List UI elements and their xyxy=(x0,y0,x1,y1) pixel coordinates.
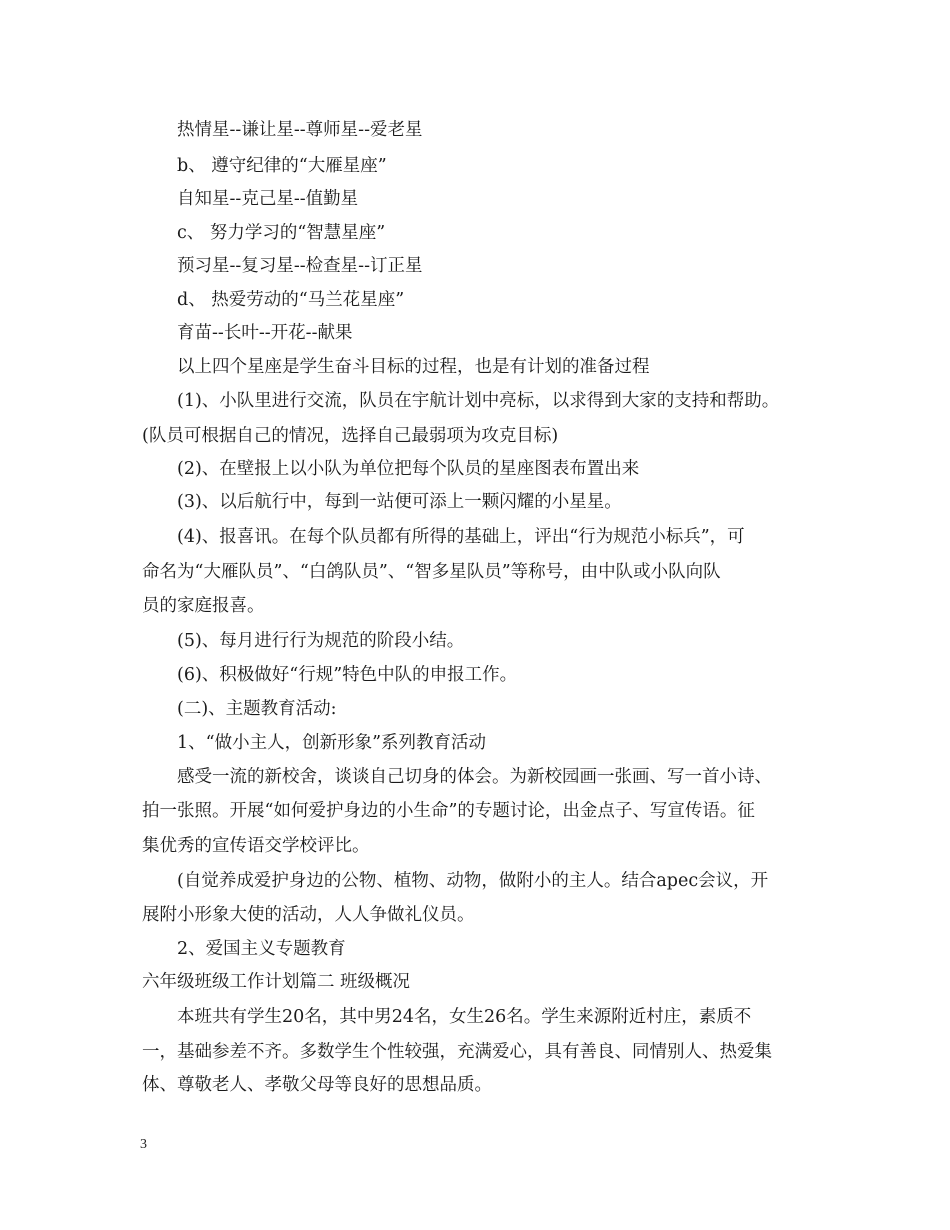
text-line: 预习星--复习星--检查星--订正星 xyxy=(177,256,423,276)
text-line: (3)、以后航行中，每到一站便可添上一颗闪耀的小星星。 xyxy=(177,492,622,512)
text-line: 本班共有学生20名，其中男24名，女生26名。学生来源附近村庄，素质不 xyxy=(177,1007,752,1027)
page-number: 3 xyxy=(140,1137,147,1152)
text-line: 1、“做小主人，创新形象”系列教育活动 xyxy=(177,733,487,753)
text-line: 以上四个星座是学生奋斗目标的过程，也是有计划的准备过程 xyxy=(177,357,650,377)
text-line: (5)、每月进行行为规范的阶段小结。 xyxy=(177,631,465,651)
text-line: (6)、积极做好“行规”特色中队的申报工作。 xyxy=(177,665,518,685)
text-line: 2、爱国主义专题教育 xyxy=(177,939,346,959)
text-line: 命名为“大雁队员”、“白鸽队员”、“智多星队员”等称号，由中队或小队向队 xyxy=(142,562,721,582)
text-line: 自知星--克己星--值勤星 xyxy=(177,189,359,209)
text-line: 育苗--长叶--开花--献果 xyxy=(177,323,353,343)
text-line: 一，基础参差不齐。多数学生个性较强，充满爱心，具有善良、同情别人、热爱集 xyxy=(142,1042,772,1062)
text-line: (1)、小队里进行交流，队员在宇航计划中亮标，以求得到大家的支持和帮助。 xyxy=(177,391,780,411)
text-line: 集优秀的宣传语交学校评比。 xyxy=(142,836,370,856)
text-line: (队员可根据自己的情况，选择自己最弱项为攻克目标) xyxy=(142,426,559,446)
text-line: b、 遵守纪律的“大雁星座” xyxy=(177,156,387,176)
text-line: 展附小形象大使的活动，人人争做礼仪员。 xyxy=(142,905,475,925)
text-line: (二)、主题教育活动: xyxy=(177,699,337,719)
text-line: 员的家庭报喜。 xyxy=(142,596,265,616)
text-line: 体、尊敬老人、孝敬父母等良好的思想品质。 xyxy=(142,1075,492,1095)
text-line: c、 努力学习的“智慧星座” xyxy=(177,223,386,243)
text-line: 感受一流的新校舍，谈谈自己切身的体会。为新校园画一张画、写一首小诗、 xyxy=(177,767,772,787)
section-heading: 六年级班级工作计划篇二 班级概况 xyxy=(142,972,411,992)
text-line: (4)、报喜讯。在每个队员都有所得的基础上，评出“行为规范小标兵”，可 xyxy=(177,527,745,547)
text-line: 拍一张照。开展“如何爱护身边的小生命”的专题讨论，出金点子、写宣传语。征 xyxy=(142,801,755,821)
text-line: d、 热爱劳动的“马兰花星座” xyxy=(177,290,405,310)
text-line: (自觉养成爱护身边的公物、植物、动物，做附小的主人。结合apec会议，开 xyxy=(177,871,769,891)
text-line: (2)、在壁报上以小队为单位把每个队员的星座图表布置出来 xyxy=(177,459,640,479)
text-line: 热情星--谦让星--尊师星--爱老星 xyxy=(177,120,423,140)
